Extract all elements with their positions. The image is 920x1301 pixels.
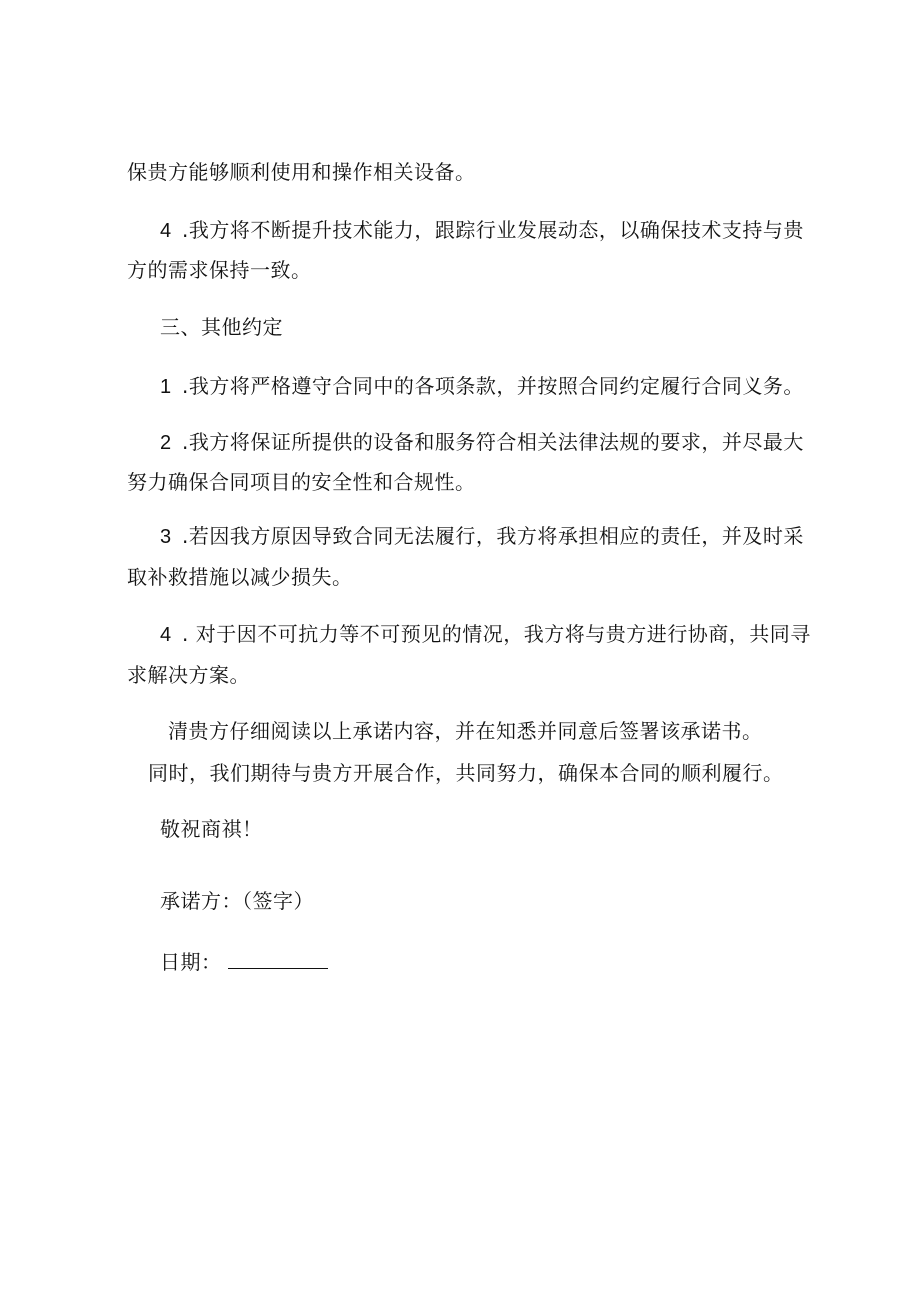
closing-paragraph-1: 清贵方仔细阅读以上承诺内容，并在知悉并同意后签署该承诺书。 [168, 719, 763, 743]
list-text: . 对于因不可抗力等不可预见的情况，我方将与贵方进行协商，共同寻 [182, 622, 811, 646]
section3-item-1 [160, 372, 804, 401]
list-text: .我方将保证所提供的设备和服务符合相关法律法规的要求，并尽最大 [182, 430, 804, 454]
closing-paragraph-2: 同时，我们期待与贵方开展合作，共同努力，确保本合同的顺利履行。 [148, 761, 784, 785]
date-line [160, 948, 328, 976]
date-label: 日期： [160, 950, 222, 974]
list-text: .我方将不断提升技术能力，跟踪行业发展动态，以确保技术支持与贵 [182, 218, 804, 242]
list-number: 4 [160, 220, 172, 242]
section3-item-2-line-2: 努力确保合同项目的安全性和合规性。 [127, 470, 476, 494]
list-text: .若因我方原因导致合同无法履行，我方将承担相应的责任，并及时采 [182, 524, 804, 548]
date-blank-field [228, 948, 328, 969]
list-number: 3 [160, 526, 172, 548]
section3-item-4-line-2: 求解决方案。 [127, 663, 250, 687]
section3-item-3-line-2: 取补救措施以减少损失。 [127, 565, 353, 589]
section3-item-4-line-1 [160, 620, 811, 649]
list-number: 1 [160, 376, 172, 398]
salutation: 敬祝商祺！ [160, 817, 263, 841]
list-number: 2 [160, 432, 172, 454]
section-heading: 三、其他约定 [160, 315, 283, 339]
list-item-4-line-1 [160, 216, 804, 245]
paragraph-continuation: 保贵方能够顺利使用和操作相关设备。 [127, 160, 476, 184]
list-item-4-line-2: 方的需求保持一致。 [127, 258, 312, 282]
section3-item-3-line-1 [160, 522, 804, 551]
list-text: .我方将严格遵守合同中的各项条款，并按照合同约定履行合同义务。 [182, 374, 804, 398]
section3-item-2-line-1 [160, 428, 804, 457]
list-number: 4 [160, 624, 172, 646]
signatory-label: 承诺方：（签字） [160, 889, 314, 913]
